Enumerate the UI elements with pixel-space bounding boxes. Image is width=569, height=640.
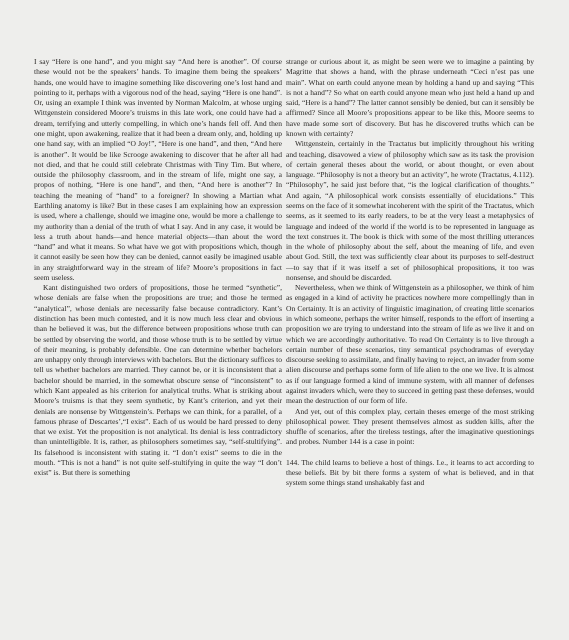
- paragraph: strange or curious about it, as might be seen were we to imagine a painting by Magritte that shows a hand, with the phrase underneath “Ceci n’est pas une main”. What on earth could anyone mean by holding a hand up and saying “This is not a hand”? So what on earth could anyone mean who just held a hand up and said, “Here is a hand”? The latter cannot sensibly be denied, but can it sensibly be affirmed? Since all Moore’s propositions appear to be like this, Moore seems to have made some sort of discovery. But has he discovered truths which can be known with certainty?: [286, 57, 534, 138]
- paragraph: Kant distinguished two orders of propositions, those he termed “synthetic”, whose denials are false when the propositions are true; and those he termed “analytical”, whose denials are necessarily false because contradictory. Kant’s distinction has been much contested, and it is now much less clear and obvious than he believed it was, but the difference between propositions whose truth can be settled by observing the world, and those whose truth is to be settled by virtue of their meaning, is probably defensible. One can determine whether bachelors are unhappy only through interviews with bachelors. But the dictionary suffices to tell us whether bachelors are married. They cannot be, or it is inconsistent that a bachelor should be married, in the somewhat obscure sense of “inconsistent” to which Kant appealed as his criterion for analytical truths. What is striking about Moore’s truisms is that they seem synthetic, by Kant’s criterion, and yet their denials are nonsense by Wittgenstein’s. Perhaps we can think, for a parallel, of a famous phrase of Descartes’,“I exist”. Each of us would be hard pressed to deny that we exist. Yet the proposition is not analytical. Its denial is less contradictory than unintelligible. It is, rather, as philosophers sometimes say, “self-stultifying”. Its falsehood is inconsistent with stating it. “I don’t exist” seems to die in the mouth. “This is not a hand” is not quite self-stultifying in quite the way “I don’t exist” is. But there is something: [34, 283, 282, 478]
- paragraph: Wittgenstein, certainly in the Tractatus but implicitly throughout his writing and teaching, disavowed a view of philosophy which saw as its task the provision of certain general theses about the world, or about thought, or even about language. “Philosophy is not a theory but an activity”, he wrote (Tractatus, 4.112). “Philosophy”, he said just before that, “is the logical clarification of thoughts.” And again, “A philosophical work consists essentially of elucidations.” This seems on the face of it somewhat incoherent with the spirit of the Tractatus, which seems, as it seemed to its early readers, to be at the very least a metaphysics of language and indeed of the world if the world is to be represented in language as the text construes it. The book is thick with some of the most thrilling utterances in the whole of philosophy about the self, about the meaning of life, and even about God. Still, the text was sufficiently clear about its purposes to self-destruct—to say that if it was itself a set of philosophical propositions, it too was nonsense, and should be discarded.: [286, 139, 534, 282]
- paragraph: Nevertheless, when we think of Wittgenstein as a philosopher, we think of him as engaged in a kind of activity he practices nowhere more compellingly than in On Certainty. It is an activity of linguistic imagination, of creating little scenarios in which someone, perhaps the writer himself, responds to the effort of inserting a proposition we are trying to understand into the stream of life as we live it and on which we are accordingly authoritative. To read On Certainty is to live through a certain number of these scenarios, tiny semantical psychodramas of everyday discourse seeking to assimilate, and finally having to reject, an invader from some alien discourse and perhaps some form of life alien to the one we live. It is almost as if our language formed a kind of immune system, with all manner of defenses against invaders which, were they to succeed in getting past these defenses, would mean the destruction of our form of life.: [286, 283, 534, 406]
- paragraph: And yet, out of this complex play, certain theses emerge of the most striking philosophical power. They present themselves almost as sudden kills, after the shuffle of scenarios, after the tireless testings, after the imaginative questionings and probes. Number 144 is a case in point:: [286, 406, 534, 447]
- left-text-column: [34, 57, 282, 479]
- block-quote: 144. The child learns to believe a host of things. I.e., it learns to act according to these beliefs. Bit by bit there forms a system of what is believed, and in that system some things stand unshakably fast and: [286, 457, 534, 488]
- paragraph: I say “Here is one hand”, and you might say “And here is another”. Of course these would not be the speakers’ hands. To imagine them being the speakers’ hands, one would have to imagine something like discovering one’s lost hand and pointing to it, perhaps with a vigorous nod of the head, saying “Here is one hand”. Or, using an example I think was invented by Norman Malcolm, at whose urging Wittgenstein considered Moore’s truisms in this late work, one could have had a dream, terrifying and utterly compelling, in which one’s hands fell off. And then one might, upon awakening, realize that it had been a dream only, and, holding up one hand say, with an implied “O Joy!”, “Here is one hand”, and then, “And here is another”. It would be like Scrooge awakening to discover that he after all had not died, and that he could still celebrate Christmas with Tiny Tim. But where, outside the philosophy classroom, and in the stream of life, might one say, a propos of nothing, “Here is one hand”, and then, “And here is another”? In teaching the meaning of “hand” to a foreigner? In showing a Martian what Earthling anatomy is like? But in these cases I am explaining how an expression is used, where a challenge, should we imagine one, would be more a challenge to my authority than a denial of the truth of what I say. And in any case, it would be less a truth about hands—and hence material objects—than about the word “hand” and what it means. So what have we got with propositions which, though it cannot easily be seen how they can be denied, cannot easily be imagined usable in any straightforward way in the stream of life? Moore’s propositions in fact seem useless.: [34, 57, 282, 282]
- right-text-column: [286, 57, 534, 489]
